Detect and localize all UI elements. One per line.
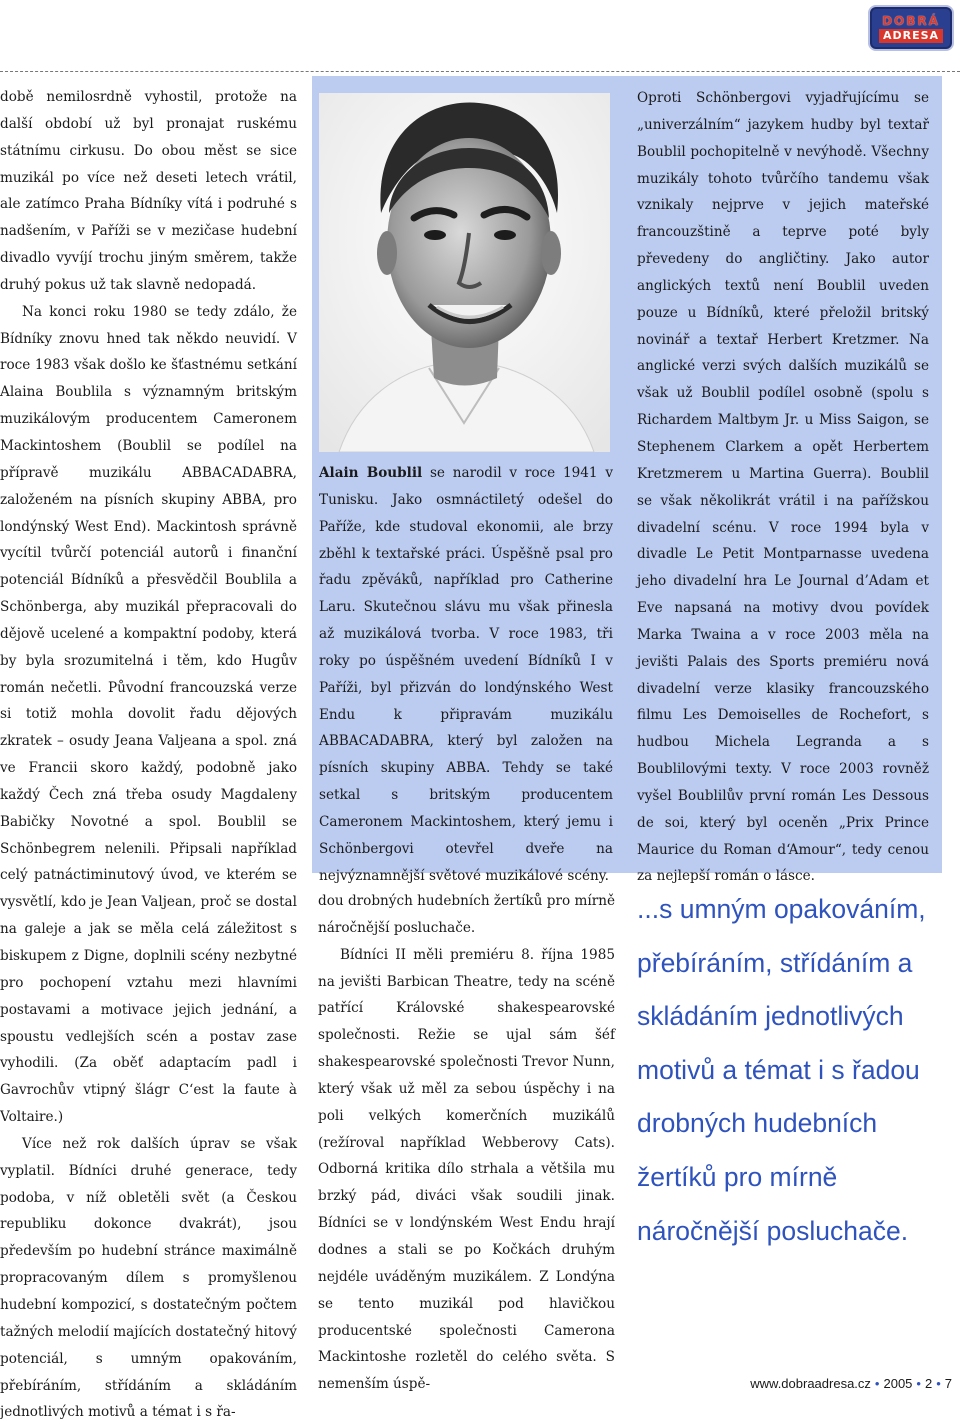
footer-separator: • (936, 1376, 941, 1391)
dobra-adresa-logo (868, 5, 954, 51)
paragraph: Bídníci II měli premiéru 8. října 1985 na jevišti Barbican Theatre, tedy na scéně patřící Královské shakespearovské společnosti. Režie se ujal sám šéf shakespearovské společnosti Trevor Nunn, který však už měl za sebou úspěchy i na poli velkých komerčních muzikálů (režíroval například Webberovy Cats). Odborná kritika dílo strhala a většila mu brzký pád, diváci však soudili jinak. Bídníci se v londýnském West Endu hrají dodnes a stali se po Kočkách druhým nejdéle uváděným muzikálem. Z Londýna se tento muzikál pod hlavičkou producentské společnosti Camerona Mackintoshe rozletěl do celého světa. S nemenším úspě- (318, 946, 615, 1393)
article-column-1 (0, 84, 297, 1426)
sidebar-text: Oproti Schönbergovi vyjadřujícímu se „univerzálním“ jazykem hudby byl textař Boublil pochopitelně v nevýhodě. Všechny muzikály tohoto tvůrčího tandemu však vznikaly nejprve v jejich mateřské francouzštině a teprve poté byly převedeny do angličtiny. Jako autor anglických textů není Boublil uveden pouze u Bídníků, které přeložil britský novinář a textař Herbert Kretzmer. Na anglické verzi svých dalších muzikálů se však už Boublil podílel osobně (spolu s Richardem Maltbym Jr. u Miss Saigon, se Stephenem Clarkem a opět Herbertem Kretzmerem u Martina Guerra). Boublil se však několikrát vrátil i na pařížskou divadelní scénu. V roce 1994 byla v divadle Le Petit Montparnasse uvedena jeho divadelní hra Le Journal d’Adam et Eve napsaná na motivy dvou povídek Marka Twaina a v roce 2003 měla na jevišti Palais des Sports premiéru nová divadelní verze klasiky francouzského filmu Les Demoiselles de Rochefort, s hudbou Michela Legranda a s Boublilovými texty. V roce 2003 rovněž vyšel Boublilův první román Les Dessous de soi, který byl oceněn „Prix Prince Maurice du Roman d‘Amour“, tedy cenou za nejlepší román o lásce. (637, 90, 929, 885)
logo-line-2: ADRESA (879, 29, 943, 43)
page-footer (750, 1376, 952, 1391)
footer-url: www.dobraadresa.cz (750, 1376, 871, 1391)
sidebar-panel (312, 76, 942, 885)
portrait-photo (319, 93, 610, 452)
paragraph: době nemilosrdně vyhostil, protože na další období už byl pronajat ruskému státnímu cirkusu. Do obou měst se sice muzikál po více než deseti letech vrátil, ale zatímco Praha Bídníky vítá i podruhé s nadšením, v Paříži se v mezičase hudební divadlo vyvíjí trochu jiným směrem, takže druhý pokus už tak slavně nedopadá. (0, 89, 297, 293)
paragraph: Více než rok dalších úprav se však vyplatil. Bídníci druhé generace, tedy podoba, v níž obletěli svět (a Českou republiku dokonce dvakrát), jsou především po hudební stránce maximálně propracovaným dílem s promyšlenou hudební kompozicí, s dostatečným počtem tažných melodií majících dostatečný hitový potenciál, s umným opakováním, přebíráním, střídáním a skládáním jednotlivých motivů a témat i s řa- (0, 1135, 297, 1421)
paragraph: Na konci roku 1980 se tedy zdálo, že Bídníky znovu hned tak někdo neuvidí. V roce 1983 však došlo ke šťastnému setkání Alaina Boublila s významným britským muzikálovým producentem Cameronem Mackintoshem (Boublil se podílel na přípravě muzikálu ABBACADABRA, založeném na písních skupiny ABBA, pro londýnský West End). Mackintosh správně vycítil tvůrčí potenciál autorů i finanční potenciál Bídníků a přesvědčil Boublila a Schönberga, aby muzikál přepracovali do dějově ucelené a kompaktní podoby, která by byla srozumitelná i těm, kdo Hugův román nečetli. Původní francouzská verze si totiž mohla dovolit řadu dějových zkratek – osudy Jeana Valjeana a spol. zná ve Francii skoro každý, podobně jako každý Čech zná třeba osudy Magdaleny Babičky Novotné a spol. Boublil se Schönbegrem nelenili. Připsali například celý patnáctiminutový úvod, ve kterém se vysvětlí, kdo je Jean Valjean, proč se dostal na galeje a jak se měla celá záležitost s biskupem z Digne, doplnili scény nezbytné pro pochopení vztahu mezi hlavními postavami a motivace jejich jednání, a spoustu vedlejších scén a postav zase vyhodili. (Za oběť adaptacím padl i Gavrochův vtipný šlágr C‘est la faute à Voltaire.) (0, 303, 297, 1126)
caption-name: Alain Boublil (319, 465, 423, 481)
photo-caption (319, 460, 613, 890)
footer-separator: • (916, 1376, 921, 1391)
footer-separator: • (874, 1376, 880, 1391)
paragraph: dou drobných hudebních žertíků pro mírně náročnější posluchače. (318, 893, 615, 936)
article-column-2 (318, 888, 615, 1398)
header-rule (0, 71, 960, 72)
portrait-illustration (319, 93, 610, 452)
footer-year: 2005 (883, 1376, 913, 1391)
pull-quote: ...s umným opakováním, přebíráním, střídáním a skládáním jednotlivých motivů a témat i s řadou drobných hudebních žertíků pro mírně náročnější posluchače. (637, 894, 926, 1246)
footer-issue: 2 (924, 1376, 933, 1391)
footer-page: 7 (944, 1376, 952, 1391)
logo-line-1: DOBRÁ (882, 13, 940, 28)
caption-text: se narodil v roce 1941 v Tunisku. Jako osmnáctiletý odešel do Paříže, kde studoval ekonomii, ale brzy zběhl k textařské práci. Úspěšně psal pro řadu zpěváků, například pro Catherine Laru. Skutečnou slávu mu však přinesla až muzikálová tvorba. V roce 1983, tři roky po úspěšném uvedení Bídníků I v Paříži, byl přizván do londýnského West Endu k připravám muzikálu ABBACADABRA, který byl založen na písních skupiny ABBA. Tehdy se také setkal s britským producentem Cameronem Mackintoshem, který jemu i Schönbergovi otevřel dveře na nejvýznamnější světové muzikálové scény. (319, 465, 613, 884)
